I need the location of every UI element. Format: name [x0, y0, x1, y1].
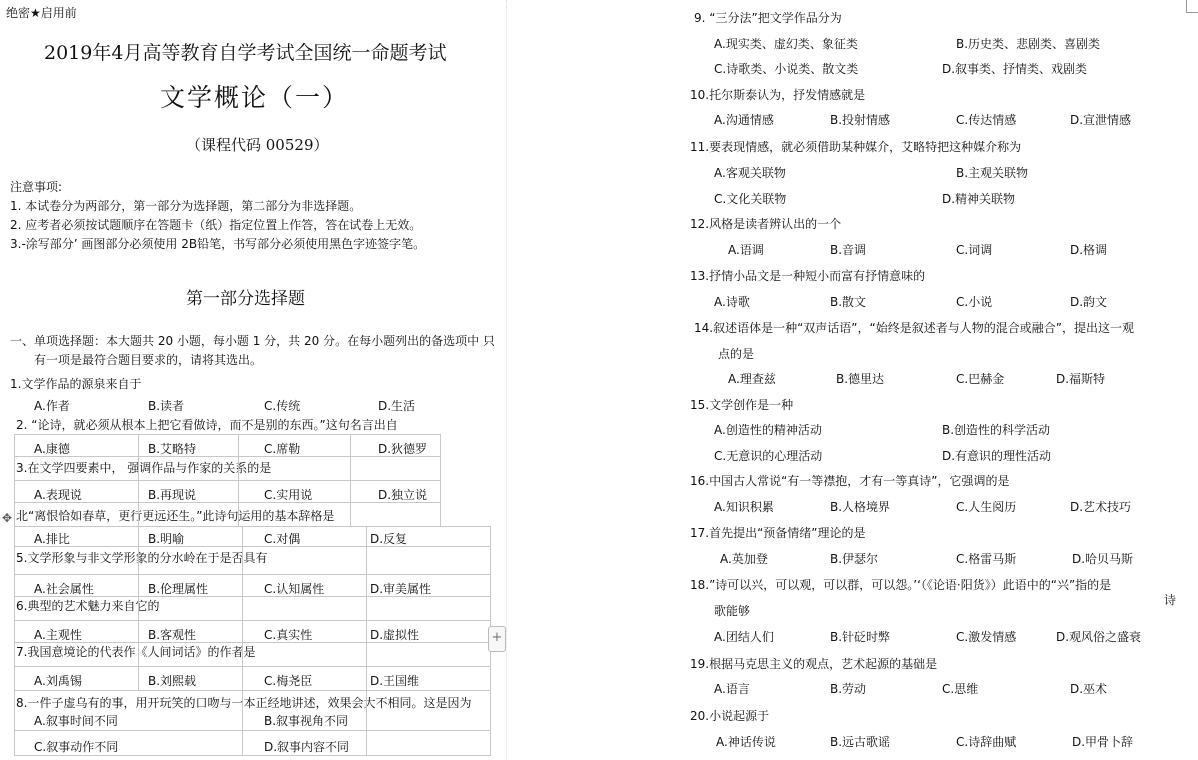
q1-option-d: D.生活 [378, 399, 416, 413]
q11-option-b: B.主观关联物 [956, 166, 1029, 180]
table-line [138, 526, 139, 690]
q13-option-d: D.韵文 [1070, 295, 1108, 309]
q8-option-a: A.叙事时间不同 [34, 714, 118, 728]
question-3: 3.在文学四要素中， 强调作品与作家的关系的是 [16, 461, 272, 475]
q5-option-c: C.认知属性 [264, 582, 325, 596]
q14-option-a: A.理查兹 [728, 372, 776, 386]
page-divider [506, 0, 507, 760]
q15-option-c: C.无意识的心理活动 [714, 449, 823, 463]
q5-option-d: D.审美属性 [370, 582, 432, 596]
q13-option-c: C.小说 [956, 295, 993, 309]
page-corner-mark [1186, 0, 1198, 13]
q13-option-a: A.诗歌 [714, 295, 750, 309]
q8-option-c: C.叙事动作不同 [34, 740, 119, 754]
q19-option-d: D.巫术 [1070, 682, 1108, 696]
q3-option-c: C.实用说 [264, 488, 313, 502]
question-15: 15.文学创作是一种 [690, 398, 794, 412]
q3-option-d: D.独立说 [378, 488, 428, 502]
q1-option-a: A.作者 [34, 399, 70, 413]
table-line [238, 434, 239, 526]
q4-option-d: D.反复 [370, 532, 408, 546]
note-3: 3.-涂写部分’ 画图部分必须使用 2B铅笔，书写部分必须使用黑色字迹签字笔。 [10, 237, 426, 251]
q6-option-a: A.主观性 [34, 628, 82, 642]
question-13: 13.抒情小品文是一种短小而富有抒情意味的 [690, 269, 926, 283]
question-18-cont: 歌能够 [714, 604, 751, 618]
q11-option-d: D.精神关联物 [942, 192, 1016, 206]
q8-option-b: B.叙事视角不同 [264, 714, 349, 728]
q20-option-c: C.诗辞曲赋 [956, 735, 1017, 749]
q13-option-b: B.散文 [830, 295, 867, 309]
q8-option-d: D.叙事内容不同 [264, 740, 350, 754]
secret-label: 绝密★启用前 [6, 6, 77, 20]
q19-option-a: A.语言 [714, 682, 750, 696]
table-line [14, 434, 15, 756]
q3-option-a: A.表现说 [34, 488, 82, 502]
table-line [14, 434, 440, 435]
q17-option-b: B.伊瑟尔 [830, 552, 879, 566]
question-5: 5.文学形象与非文学形象的分水岭在于是否具有 [16, 551, 268, 565]
exam-title: 2019年4月高等教育自学考试全国统一命题考试 [44, 42, 447, 64]
q17-option-c: C.格雷马斯 [956, 552, 1017, 566]
q7-option-c: C.梅尧臣 [264, 674, 313, 688]
q2-option-d: D.狄德罗 [378, 442, 428, 456]
table-line [14, 730, 490, 731]
subject-title: 文学概论（一） [160, 83, 350, 112]
q16-option-d: D.艺术技巧 [1070, 500, 1132, 514]
q10-option-d: D.宣泄情感 [1070, 113, 1132, 127]
table-line [14, 546, 490, 547]
table-line [440, 434, 441, 526]
q9-option-b: B.历史类、悲剧类、喜剧类 [956, 37, 1101, 51]
question-8: 8.一件子虚乌有的事，用开玩笑的口吻与一本正经地讲述，效果会大不相同。这是因为 [16, 696, 472, 710]
question-12: 12.风格是读者辨认出的一个 [690, 217, 842, 231]
q4-option-c: C.对偶 [264, 532, 301, 546]
q19-option-b: B.劳动 [830, 682, 867, 696]
q9-option-a: A.现实类、虚幻类、象征类 [714, 37, 858, 51]
instruction-line-2: 有一项是最符合题目要求的，请将其选出。 [34, 353, 263, 367]
q10-option-b: B.投射情感 [830, 113, 891, 127]
q7-option-b: B.刘熙载 [148, 674, 197, 688]
table-line [14, 642, 490, 643]
q20-option-d: D.甲骨卜辞 [1072, 735, 1134, 749]
q20-option-b: B.远古歌谣 [830, 735, 891, 749]
q12-option-a: A.语调 [728, 243, 764, 257]
q16-option-c: C.人生阅历 [956, 500, 1017, 514]
q7-option-d: D.王国维 [370, 674, 420, 688]
notes-title: 注意事项: [10, 180, 63, 194]
table-line [14, 666, 490, 667]
q11-option-c: C.文化关联物 [714, 192, 787, 206]
note-2: 2. 应考者必须按试题顺序在答题卡（纸）指定位置上作答，答在试卷上无效。 [10, 218, 422, 232]
table-line [242, 526, 243, 756]
table-line [14, 502, 440, 503]
question-6: 6.典型的艺术魅力来自它的 [16, 599, 160, 613]
q14-option-c: C.巴赫金 [956, 372, 1005, 386]
q10-option-c: C.传达情感 [956, 113, 1017, 127]
question-16: 16.中国古人常说“有一等襟抱，才有一等真诗”，它强调的是 [690, 474, 1010, 488]
q1-option-c: C.传统 [264, 399, 301, 413]
table-move-handle-icon[interactable]: ✥ [2, 511, 13, 525]
table-line [14, 690, 490, 691]
question-10: 10.托尔斯泰认为，抒发情感就是 [690, 88, 866, 102]
q12-option-b: B.音调 [830, 243, 867, 257]
q12-option-c: C.词调 [956, 243, 993, 257]
question-14-cont: 点的是 [718, 347, 755, 361]
table-line [350, 434, 351, 526]
question-18-wrap: 诗 [1164, 593, 1177, 607]
table-line [14, 620, 490, 621]
q7-option-a: A.刘禹锡 [34, 674, 82, 688]
q5-option-a: A.社会属性 [34, 582, 94, 596]
question-1: 1.文学作品的源泉来自于 [10, 377, 142, 391]
q15-option-d: D.有意识的理性活动 [942, 449, 1052, 463]
question-11: 11.要表现情感，就必须借助某种媒介，艾略特把这种媒介称为 [690, 140, 1022, 154]
table-line [366, 526, 367, 756]
question-7: 7.我国意境论的代表作《人间词话》的作者是 [16, 645, 256, 659]
q16-option-b: B.人格境界 [830, 500, 891, 514]
q9-option-d: D.叙事类、抒情类、戏剧类 [942, 62, 1088, 76]
q12-option-d: D.格调 [1070, 243, 1108, 257]
table-line [14, 596, 490, 597]
q18-option-a: A.团结人们 [714, 630, 774, 644]
table-line [14, 526, 490, 527]
table-line [14, 456, 440, 457]
q1-option-b: B.读者 [148, 399, 185, 413]
q2-option-b: B.艾略特 [148, 442, 197, 456]
q9-option-c: C.诗歌类、小说类、散文类 [714, 62, 859, 76]
q10-option-a: A.沟通情感 [714, 113, 774, 127]
table-line [138, 434, 139, 526]
course-code: （课程代码 00529） [186, 136, 329, 154]
q14-option-d: D.福斯特 [1056, 372, 1106, 386]
q5-option-b: B.伦理属性 [148, 582, 209, 596]
q16-option-a: A.知识积累 [714, 500, 774, 514]
q19-option-c: C.思维 [942, 682, 979, 696]
insert-row-button[interactable]: + [488, 626, 506, 652]
q3-option-b: B.再现说 [148, 488, 197, 502]
q17-option-d: D.哈贝马斯 [1072, 552, 1134, 566]
question-9: 9. “三分法”把文学作品分为 [694, 11, 842, 25]
q4-option-b: B.明喻 [148, 532, 185, 546]
q6-option-c: C.真实性 [264, 628, 313, 642]
table-line [14, 755, 490, 756]
q11-option-a: A.客观关联物 [714, 166, 786, 180]
q20-option-a: A.神话传说 [716, 735, 776, 749]
question-14: 14.叙述语体是一种“双声话语”，“始终是叙述者与人物的混合或融合”，提出这一观 [694, 321, 1134, 335]
table-line [14, 574, 490, 575]
part-title: 第一部分选择题 [186, 289, 305, 309]
q17-option-a: A.英加登 [720, 552, 768, 566]
instruction-line-1: 一、单项选择题：本大题共 20 小题，每小题 1 分，共 20 分。在每小题列出的备选项中 只 [10, 334, 495, 348]
q14-option-b: B.德里达 [836, 372, 885, 386]
q15-option-b: B.创造性的科学活动 [942, 423, 1051, 437]
table-line [14, 480, 440, 481]
question-17: 17.首先提出“预备情绪”理论的是 [690, 526, 866, 540]
q2-option-c: C.席勒 [264, 442, 301, 456]
question-20: 20.小说起源于 [690, 709, 770, 723]
question-18: 18.”诗可以兴，可以观，可以群，可以怨。’‘（《论语·阳货》）此语中的“兴”指的是 [690, 578, 1112, 592]
question-4: 北“离恨恰如春草，更行更远还生。”此诗句运用的基本辞格是 [16, 509, 335, 523]
q6-option-b: B.客观性 [148, 628, 197, 642]
question-2: 2. “论诗，就必须从根本上把它看做诗，而不是别的东西。”这句名言出自 [16, 418, 398, 432]
q6-option-d: D.虚拟性 [370, 628, 420, 642]
q18-option-b: B.针砭时弊 [830, 630, 891, 644]
q15-option-a: A.创造性的精神活动 [714, 423, 822, 437]
q2-option-a: A.康德 [34, 442, 70, 456]
q4-option-a: A.排比 [34, 532, 70, 546]
question-19: 19.根据马克思主义的观点，艺术起源的基础是 [690, 657, 938, 671]
q18-option-c: C.激发情感 [956, 630, 1017, 644]
q18-option-d: D.观风俗之盛衰 [1056, 630, 1142, 644]
note-1: 1. 本试卷分为两部分，第一部分为选择题，第二部分为非选择题。 [10, 199, 362, 213]
